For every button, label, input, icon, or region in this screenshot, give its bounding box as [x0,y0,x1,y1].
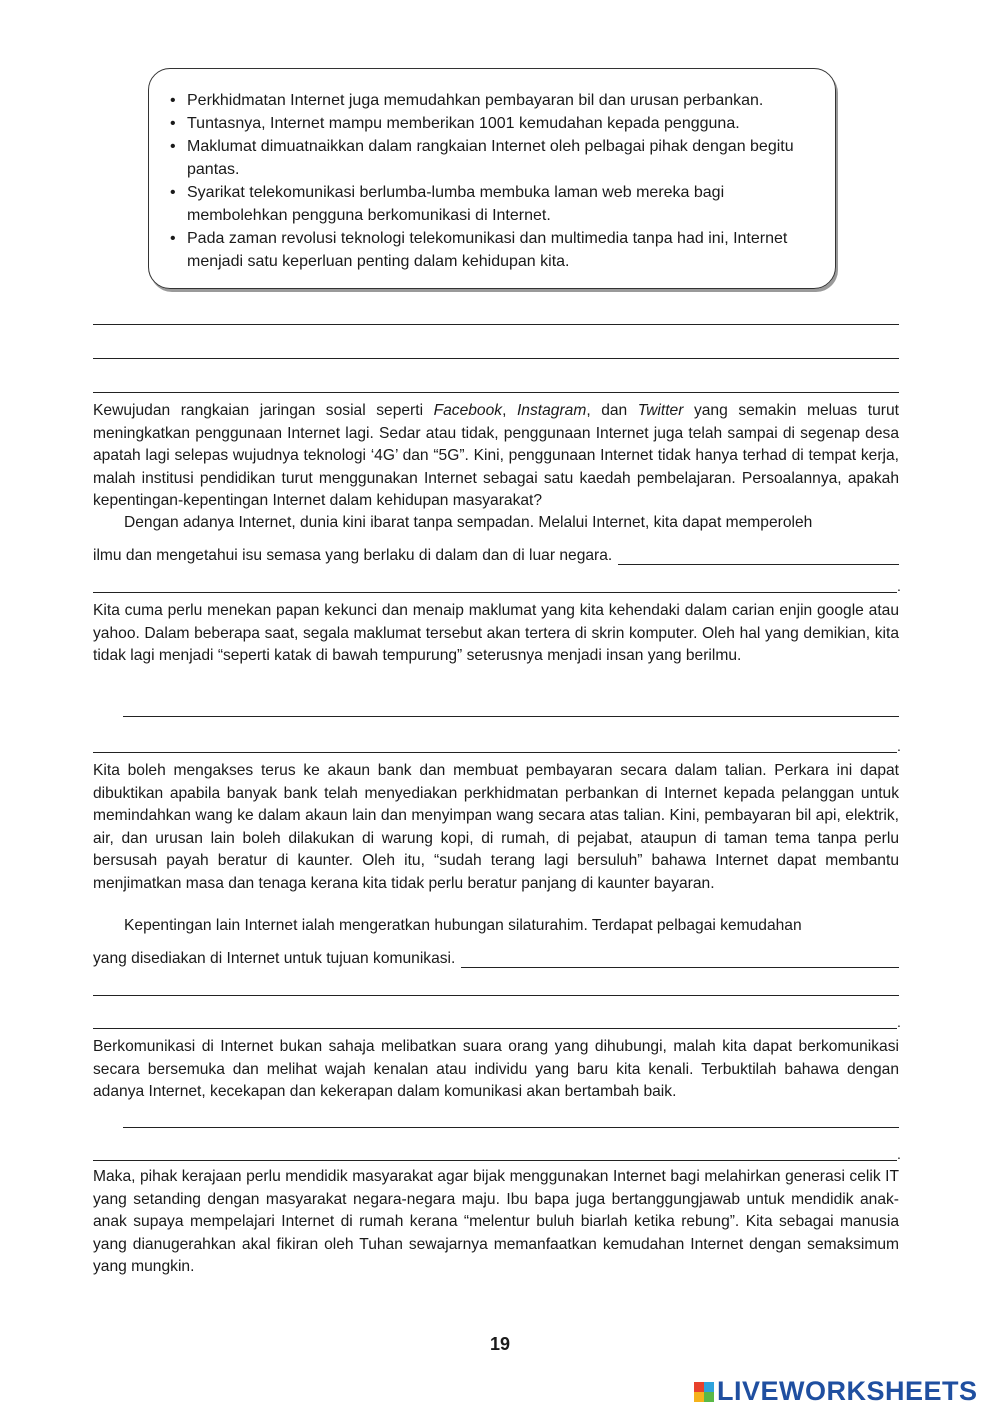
text-run: Kewujudan rangkaian jaringan sosial seperti [93,402,434,419]
answer-line[interactable] [93,392,899,393]
answer-line[interactable] [93,1028,897,1029]
summary-box [148,68,836,289]
text-run-italic: Twitter [637,402,684,419]
answer-line-row [93,946,899,968]
paragraph-relations: Kepentingan lain Internet ialah mengeratkan hubungan silaturahim. Terdapat pelbagai kemudahan [124,917,802,934]
answer-line[interactable] [93,592,897,593]
paragraph-banking: Kita boleh mengakses terus ke akaun bank dan membuat pembayaran secara dalam talian. Perkara ini dapat dibuktikan apabila banyak bank telah menyediakan perkhidmatan perbankan di Internet kepada pelanggan untuk memindahkan wang ke dalam akaun lain dan menyimpan wang secara atas talian. Kini, pembayaran bil api, elektrik, air, dan urusan lain boleh dilakukan di warung kopi, di rumah, di pejabat, ataupun di taman tema tanpa perlu bersusah payah beratur di kaunter. Oleh itu, “sudah terang lagi bersuluh” bahawa Internet dapat membantu menjimatkan masa dan tenaga kerana kita tidak perlu beratur panjang di kaunter bayaran. [93,762,899,892]
paragraph-conclusion: Maka, pihak kerajaan perlu mendidik masyarakat agar bijak menggunakan Internet bagi melahirkan generasi celik IT yang setanding dengan masyarakat negara-negara maju. Ibu bapa juga bertanggungjawab untuk mendidik anak-anak supaya mempelajari Internet di rumah kerana “melentur buluh biarlah ketika rebung”. Kita sebagai manusia yang dianugerahkan akal fikiran oleh Tuhan sewajarnya memanfaatkan kemudahan Internet dengan semaksimum yang mungkin. [93,1168,899,1276]
paragraph-communication: Berkomunikasi di Internet bukan sahaja melibatkan suara orang yang dihubungi, malah kita dapat berkomunikasi secara bersemuka dan melihat wajah kenalan atau individu yang baru kita kenali. Terbuktilah bahawa dengan adanya Internet, kecekapan dan kekerapan dalam komunikasi akan bertambah baik. [93,1038,899,1101]
summary-item: • Maklumat dimuatnaikkan dalam rangkaian Internet oleh pelbagai pihak dengan begitu pantas. [167,135,823,181]
answer-line[interactable] [93,358,899,359]
answer-line[interactable] [123,716,899,717]
answer-line[interactable] [93,752,897,753]
answer-line[interactable] [461,955,899,968]
page-number: 19 [489,1334,511,1354]
answer-line[interactable] [93,995,899,996]
summary-item: • Syarikat telekomunikasi berlumba-lumba membuka laman web mereka bagi membolehkan pengguna berkomunikasi di Internet. [167,181,823,227]
period: . [897,1014,901,1030]
text-run: yang semakin meluas turut meningkatkan penggunaan Internet lagi. Sedar atau tidak, penggunaan Internet juga telah sampai di segenap desa apatah lagi selepas wujudnya teknologi ‘4G’ dan “5G”. Kini, penggunaan Internet tidak hanya terhad di tempat kerja, malah institusi pendidikan turut menggunakan Internet sebagai satu kaedah pembelajaran. Persoalannya, apakah kepentingan-kepentingan Internet dalam kehidupan masyarakat? [93,402,899,510]
answer-line[interactable] [618,552,899,565]
text-run-italic: Facebook [433,402,503,419]
liveworksheets-logo-icon [694,1382,714,1402]
paragraph-intro [93,400,899,513]
paragraph-knowledge: Dengan adanya Internet, dunia kini ibarat tanpa sempadan. Melalui Internet, kita dapat memperoleh [124,514,813,531]
paragraph-relations-end: yang disediakan di Internet untuk tujuan komunikasi. [93,950,456,967]
text-run: , dan [586,402,638,419]
summary-item: • Pada zaman revolusi teknologi telekomunikasi dan multimedia tanpa had ini, Internet menjadi satu keperluan penting dalam kehidupan kita. [167,227,823,273]
text-run-italic: Instagram [516,402,587,419]
answer-line-row [93,543,899,565]
period: . [897,578,901,594]
answer-line[interactable] [93,324,899,325]
summary-item: • Tuntasnya, Internet mampu memberikan 1001 kemudahan kepada pengguna. [167,112,823,135]
period: . [897,1146,901,1162]
liveworksheets-logo [694,1376,978,1407]
text-run: , [502,402,517,419]
liveworksheets-wordmark: LIVEWORKSHEETS [717,1376,978,1406]
answer-line[interactable] [93,1160,897,1161]
answer-line[interactable] [123,1127,899,1128]
period: . [897,738,901,754]
paragraph-search: Kita cuma perlu menekan papan kekunci dan menaip maklumat yang kita kehendaki dalam carian enjin google atau yahoo. Dalam beberapa saat, segala maklumat tersebut akan tertera di skrin komputer. Oleh hal yang demikian, kita tidak lagi menjadi “seperti katak di bawah tempurung” seterusnya menjadi insan yang berilmu. [93,602,899,665]
summary-list [167,89,823,273]
paragraph-knowledge-end: ilmu dan mengetahui isu semasa yang berlaku di dalam dan di luar negara. [93,547,613,564]
summary-item: • Perkhidmatan Internet juga memudahkan pembayaran bil dan urusan perbankan. [167,89,823,112]
